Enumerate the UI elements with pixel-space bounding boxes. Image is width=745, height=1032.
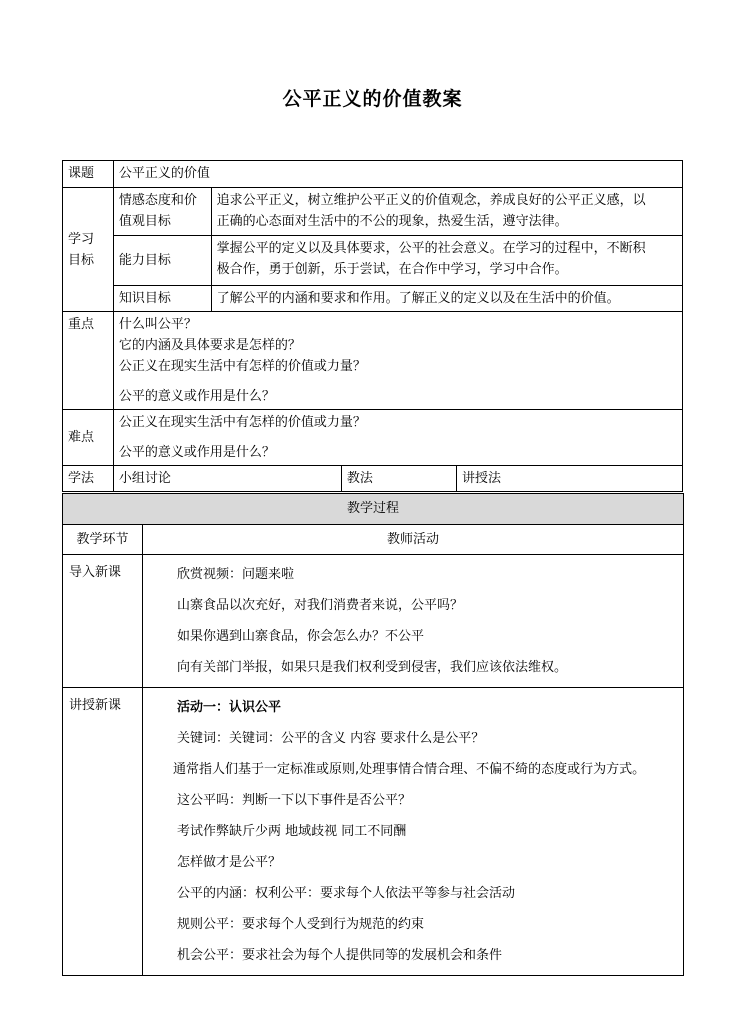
difficulty-line: 公平的意义或作用是什么？ [118,445,275,460]
activity-line: 山寨食品以次充好，对我们消费者来说，公平吗？ [177,598,464,613]
key-point-line: 它的内涵及具体要求是怎样的？ [118,338,301,353]
line-gap [119,433,677,442]
activity-line: 怎样做才是公平？ [177,855,282,870]
teach-method-label: 教法 [341,466,456,492]
goal-text-line: 掌握公平的定义以及具体要求，公平的社会意义。在学习的过程中，不断积 [216,241,646,256]
teaching-process-table [62,493,684,976]
key-point-line: 什么叫公平？ [118,317,197,332]
section-row-intro [63,555,684,688]
goal-row-ability [63,236,683,286]
key-points-row [63,312,683,410]
topic-label: 课题 [63,161,114,188]
goal-label-ability [113,236,211,286]
activity-line: 欣赏视频：问题来啦 [177,567,295,582]
study-method-label: 学法 [63,466,114,492]
goal-text-emotion [211,188,682,236]
difficulty-label: 难点 [63,410,114,466]
process-heading: 教学过程 [63,494,684,525]
goal-label-line: 值观目标 [118,214,171,229]
goal-label-line: 能力目标 [118,253,171,268]
key-points-label: 重点 [63,312,114,410]
goal-label-line: 知识目标 [118,291,171,306]
page-title: 公平正义的价值教案 [282,88,463,110]
section-row-lecture [63,688,684,976]
activity-line: 规则公平：要求每个人受到行为规范的约束 [177,917,425,932]
activity-line: 这公平吗：判断一下以下事件是否公平？ [177,793,412,808]
column-header-stage: 教学环节 [63,525,143,555]
study-method-value: 小组讨论 [113,466,341,492]
goal-text-knowledge [211,286,682,312]
activity-line: 通常指人们基于一定标准或原则,处理事情合情合理、不偏不绮的态度或行为方式。 [173,762,646,777]
goal-label-line: 情感态度和价 [118,193,197,208]
goals-label [63,188,114,312]
goal-row-knowledge [63,286,683,312]
difficulty-line: 公正义在现实生活中有怎样的价值或力量？ [118,415,366,430]
key-points-content [113,312,682,410]
activity-content [143,555,684,688]
column-header-activity: 教师活动 [143,525,684,555]
stage-label: 导入新课 [63,555,143,688]
activity-line: 向有关部门举报，如果只是我们权利受到侵害，我们应该依法维权。 [177,660,568,675]
activity-line: 考试作弊缺斤少两 地域歧视 同工不同酬 [177,824,407,839]
teach-method-value: 讲授法 [456,466,682,492]
lesson-info-table [62,160,683,492]
goal-row-emotion [63,188,683,236]
goal-text-line: 正确的心态面对生活中的不公的现象，热爱生活，遵守法律。 [216,214,568,229]
key-point-line: 公平的意义或作用是什么？ [118,389,275,404]
activity-line: 如果你遇到山寨食品，你会怎么办？不公平 [177,629,425,644]
activity-line: 机会公平：要求社会为每个人提供同等的发展机会和条件 [177,948,503,963]
topic-value: 公平正义的价值 [113,161,682,188]
goals-label-line: 学习 [68,231,95,247]
goal-label-emotion [113,188,211,236]
activity-heading: 活动一：认识公平 [177,700,282,715]
method-row [63,466,683,492]
goals-label-line: 目标 [68,252,95,268]
goal-text-line: 了解公平的内涵和要求和作用。了解正义的定义以及在生活中的价值。 [216,291,620,306]
goal-text-line: 极合作，勇于创新，乐于尝试，在合作中学习，学习中合作。 [216,262,568,277]
topic-row [63,161,683,188]
difficulty-content [113,410,682,466]
stage-label: 讲授新课 [63,688,143,976]
process-header-row [63,525,684,555]
difficulty-row [63,410,683,466]
process-heading-row [63,494,684,525]
goal-text-ability [211,236,682,286]
goal-text-line: 追求公平正义，树立维护公平正义的价值观念，养成良好的公平正义感，以 [216,193,646,208]
goal-label-knowledge [113,286,211,312]
line-gap [119,377,677,386]
key-point-line: 公正义在现实生活中有怎样的价值或力量？ [118,359,366,374]
activity-content [143,688,684,976]
activity-line: 公平的内涵：权利公平：要求每个人依法平等参与社会活动 [177,886,516,901]
activity-line: 关键词：关键词：公平的含义 内容 要求什么是公平？ [177,731,485,746]
